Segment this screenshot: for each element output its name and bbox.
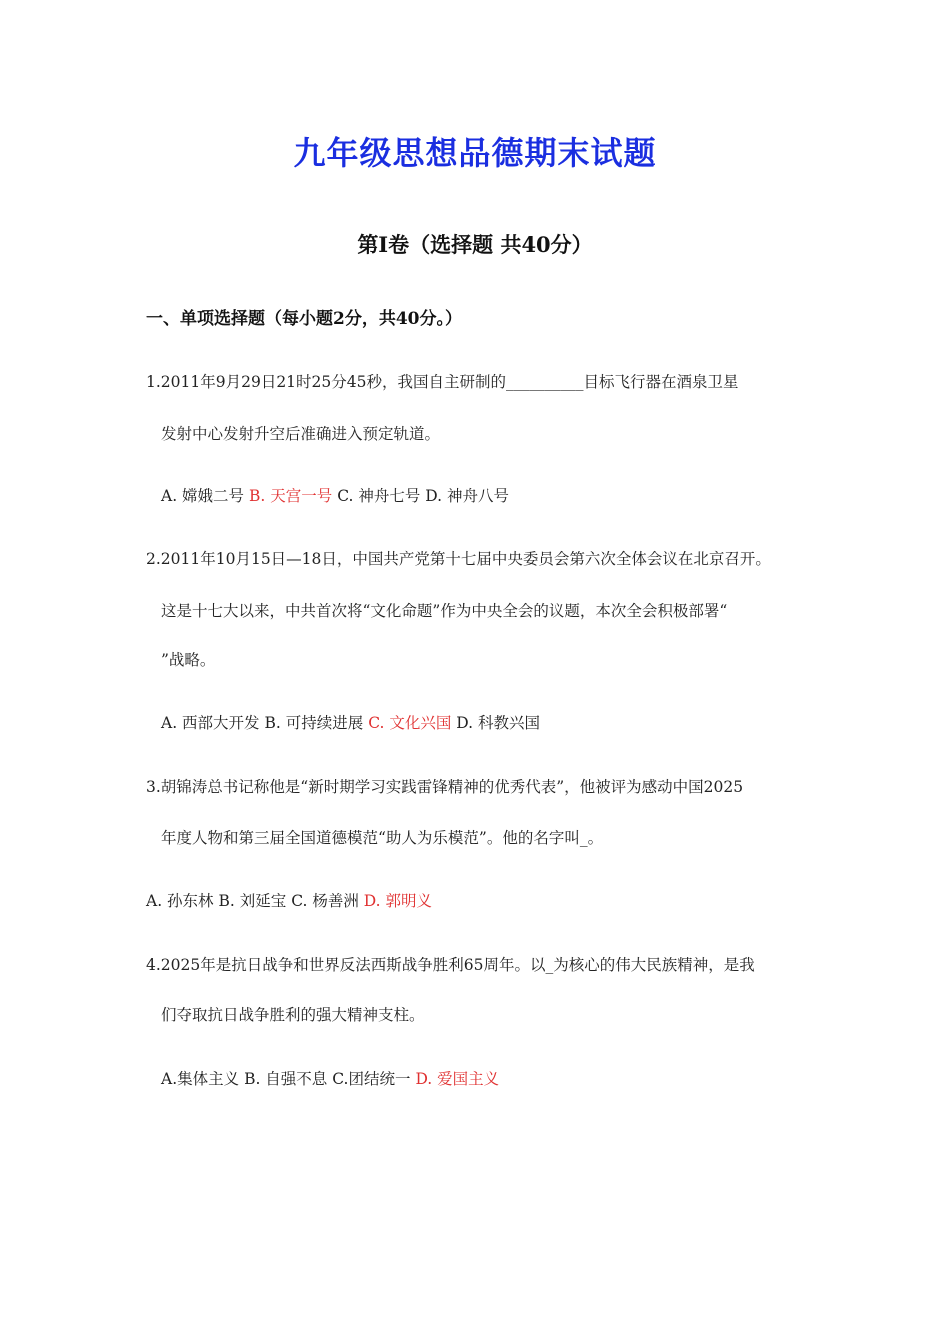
option-a: A. 西部大开发: [161, 714, 260, 732]
question-2-line-1: 2.2011年10月15日—18日，中国共产党第十七届中央委员会第六次全体会议在北京召开。: [146, 550, 771, 568]
option-b: B. 刘延宝: [218, 892, 287, 910]
document-title: 九年级思想品德期末试题: [293, 134, 657, 172]
question-3-options: [146, 891, 432, 911]
section-heading: 一、单项选择题（每小题2分，共40分。）: [146, 309, 462, 329]
option-c: C. 杨善洲: [291, 892, 359, 910]
option-a: A. 嫦娥二号: [161, 487, 245, 505]
option-d: D. 神舟八号: [425, 487, 510, 505]
question-2-line-2: 这是十七大以来，中共首次将“文化命题”作为中央全会的议题，本次全会积极部署“: [161, 602, 728, 620]
question-4-line-1: 4.2025年是抗日战争和世界反法西斯战争胜利65周年。以_为核心的伟大民族精神，是我: [146, 956, 755, 974]
option-b: B. 可持续进展: [264, 714, 364, 732]
option-d-answer: D. 爱国主义: [415, 1070, 500, 1088]
question-1-options: [161, 486, 509, 506]
question-1-line-1: 1.2011年9月29日21时25分45秒，我国自主研制的__________目标飞行器在酒泉卫星: [146, 373, 739, 391]
question-1-line-2: 发射中心发射升空后准确进入预定轨道。: [161, 425, 441, 443]
option-a: A. 孙东林: [146, 892, 214, 910]
option-b: B. 自强不息: [244, 1070, 328, 1088]
option-a: A.集体主义: [161, 1070, 240, 1088]
question-4-line-2: 们夺取抗日战争胜利的强大精神支柱。: [161, 1006, 425, 1024]
question-2-options: [161, 713, 540, 733]
question-2-line-3: ”战略。: [161, 651, 216, 669]
option-b-answer: B. 天宫一号: [249, 487, 333, 505]
option-c: C. 神舟七号: [337, 487, 421, 505]
option-d: D. 科教兴国: [456, 714, 541, 732]
option-d-answer: D. 郭明义: [363, 892, 433, 910]
question-3-line-1: 3.胡锦涛总书记称他是“新时期学习实践雷锋精神的优秀代表”，他被评为感动中国2025: [146, 778, 744, 796]
question-3-line-2: 年度人物和第三届全国道德模范“助人为乐模范”。他的名字叫_。: [161, 829, 604, 847]
question-4-options: [161, 1069, 499, 1089]
option-c-answer: C. 文化兴国: [368, 714, 452, 732]
option-c: C.团结统一: [332, 1070, 411, 1088]
volume-subtitle: 第Ⅰ卷（选择题 共40分）: [357, 232, 593, 257]
